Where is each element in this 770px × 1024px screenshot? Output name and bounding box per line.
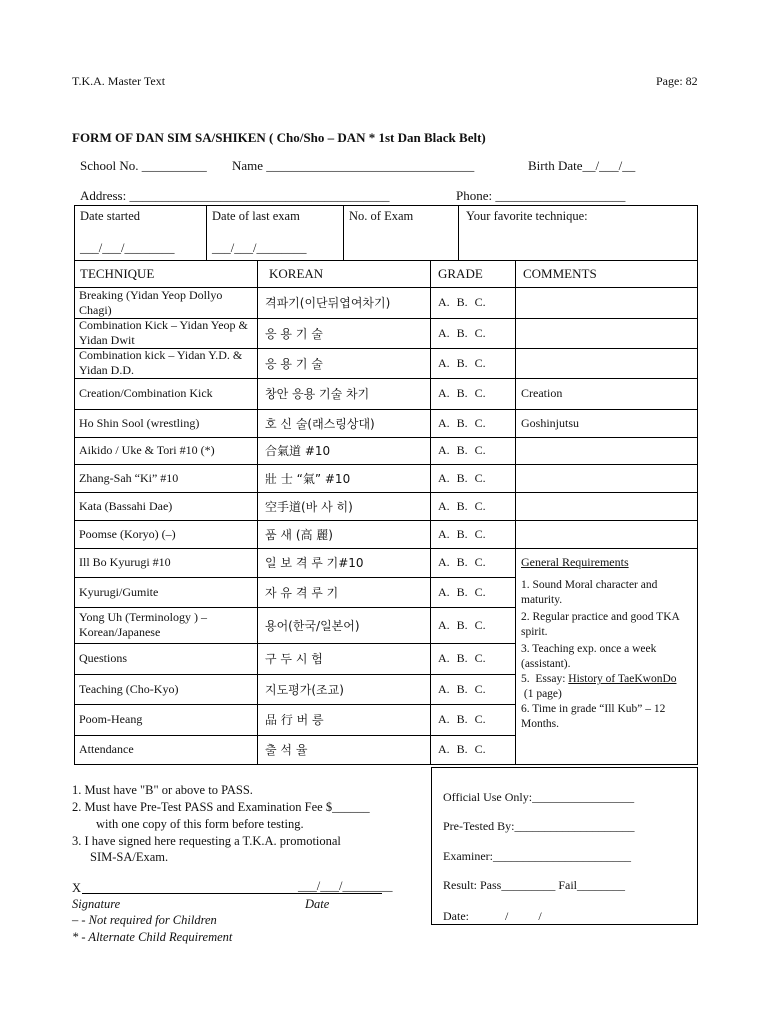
technique-cell: Poomse (Koryo) (–): [79, 526, 176, 541]
requirement-5-prefix: 5. Essay:: [521, 673, 569, 685]
grade-options[interactable]: A. B. C.: [438, 415, 486, 430]
signature-date-field[interactable]: ___/___/________: [298, 879, 393, 893]
korean-cell: 合氣道 #10: [265, 444, 331, 458]
requirement-3: 3. Teaching exp. once a week (assistant).: [521, 643, 657, 670]
instruction-2: 2. Must have Pre-Test PASS and Examination Fee $______: [72, 800, 370, 814]
requirement-5-suffix: (1 page): [521, 688, 562, 700]
comment-cell: Creation: [521, 386, 563, 400]
phone-field[interactable]: Phone: ____________________: [456, 188, 626, 203]
general-requirements-list: [521, 578, 691, 732]
col-header-technique: TECHNIQUE: [80, 266, 155, 281]
essay-topic: History of TaeKwonDo: [568, 673, 677, 685]
technique-cell: Combination Kick – Yidan Yeop & Yidan Dwit: [79, 318, 248, 347]
table-border-right: [697, 260, 698, 765]
korean-cell: 응 용 기 술: [265, 326, 323, 341]
grade-options[interactable]: A. B. C.: [438, 712, 486, 726]
grade-options[interactable]: A. B. C.: [438, 355, 486, 370]
table-row-divider: [74, 764, 698, 765]
signature-x: X: [72, 881, 82, 895]
korean-cell: 자 유 격 루 기: [265, 585, 339, 600]
instruction-3-cont: SIM-SA/Exam.: [90, 850, 169, 864]
signature-label: Signature: [72, 897, 121, 911]
date-started-label: Date started: [80, 209, 141, 223]
technique-cell: Aikido / Uke & Tori #10 (*): [79, 443, 215, 457]
instruction-1: 1. Must have "B" or above to PASS.: [72, 783, 253, 797]
technique-cell: Combination kick – Yidan Y.D. & Yidan D.D.: [79, 348, 243, 377]
school-no-field[interactable]: School No. __________: [80, 158, 207, 173]
korean-cell: 품 새 (高 麗): [265, 527, 333, 542]
technique-cell: Yong Uh (Terminology ) – Korean/Japanese: [79, 610, 207, 639]
note-alternate: * - Alternate Child Requirement: [72, 930, 233, 944]
grade-options[interactable]: A. B. C.: [438, 681, 486, 696]
comment-cell: General Requirements: [521, 555, 629, 569]
technique-cell: Kata (Bassahi Dae): [79, 498, 173, 513]
requirement-6: 6. Time in grade “Ill Kub” – 12 Months.: [521, 703, 666, 730]
favorite-technique-label: Your favorite technique:: [466, 209, 588, 223]
grade-options[interactable]: A. B. C.: [438, 651, 486, 665]
grade-options[interactable]: A. B. C.: [438, 617, 486, 632]
grade-options[interactable]: A. B. C.: [438, 555, 486, 569]
comment-cell: Goshinjutsu: [521, 415, 580, 430]
grade-options[interactable]: A. B. C.: [438, 295, 486, 309]
name-field[interactable]: Name ________________________________: [232, 158, 475, 173]
technique-cell: Creation/Combination Kick: [79, 386, 213, 400]
last-exam-label: Date of last exam: [212, 209, 300, 223]
grade-options[interactable]: A. B. C.: [438, 325, 486, 340]
result-field[interactable]: Result: Pass_________ Fail________: [443, 878, 626, 892]
form-title: FORM OF DAN SIM SA/SHIKEN ( Cho/Sho – DAN * 1st Dan Black Belt): [72, 130, 486, 145]
no-of-exam-label: No. of Exam: [349, 209, 414, 223]
technique-cell: Breaking (Yidan Yeop Dollyo Chagi): [79, 287, 223, 317]
table-col-divider: [515, 260, 516, 765]
korean-cell: 지도평가(조교): [265, 682, 344, 697]
korean-cell: 品 行 버 릉: [265, 713, 324, 727]
technique-cell: Kyurugi/Gumite: [79, 584, 159, 599]
table-border-left: [74, 260, 75, 765]
birth-date-field[interactable]: Birth Date__/___/__: [528, 158, 636, 173]
korean-cell: 구 두 시 험: [265, 652, 323, 666]
requirement-2: 2. Regular practice and good TKA spirit.: [521, 611, 680, 638]
grade-options[interactable]: A. B. C.: [438, 470, 486, 485]
grade-options[interactable]: A. B. C.: [438, 742, 486, 756]
instruction-3: 3. I have signed here requesting a T.K.A. promotional: [72, 834, 341, 848]
korean-cell: 응 용 기 술: [265, 356, 323, 371]
official-date-field[interactable]: Date: / /: [443, 909, 542, 921]
date-started-field[interactable]: ___/___/________: [80, 241, 175, 255]
requirement-1: 1. Sound Moral character and maturity.: [521, 579, 658, 606]
grade-options[interactable]: A. B. C.: [438, 443, 486, 457]
korean-cell: 일 보 격 루 기#10: [265, 556, 364, 570]
header-left: T.K.A. Master Text: [72, 74, 166, 88]
grade-options[interactable]: A. B. C.: [438, 526, 486, 541]
technique-cell: Ill Bo Kyurugi #10: [79, 555, 171, 569]
instruction-2-cont: with one copy of this form before testing.: [96, 817, 304, 831]
pretested-by-field[interactable]: Pre-Tested By:____________________: [443, 819, 635, 833]
page-number: Page: 82: [656, 74, 698, 88]
date-label: Date: [305, 897, 330, 911]
korean-cell: 호 신 술(래스링상대): [265, 416, 375, 431]
note-children: – - Not required for Children: [72, 913, 217, 927]
technique-cell: Attendance: [79, 742, 134, 756]
technique-cell: Questions: [79, 651, 127, 665]
grade-options[interactable]: A. B. C.: [438, 386, 486, 400]
grade-options[interactable]: A. B. C.: [438, 498, 486, 513]
korean-cell: 창안 응용 기술 차기: [265, 387, 370, 401]
korean-cell: 출 석 율: [265, 743, 308, 757]
last-exam-field[interactable]: ___/___/________: [212, 241, 307, 255]
col-header-grade: GRADE: [438, 266, 483, 281]
examiner-field[interactable]: Examiner:_______________________: [443, 849, 631, 863]
grade-options[interactable]: A. B. C.: [438, 584, 486, 599]
korean-cell: 격파기(이단뒤엽여차기): [265, 296, 391, 310]
requirement-5: [521, 672, 691, 702]
col-header-comments: COMMENTS: [523, 266, 597, 281]
address-field[interactable]: Address: ________________________________________: [80, 188, 390, 203]
technique-cell: Poom-Heang: [79, 712, 143, 726]
technique-cell: Teaching (Cho-Kyo): [79, 681, 179, 696]
technique-cell: Ho Shin Sool (wrestling): [79, 415, 200, 430]
official-use-field[interactable]: Official Use Only:_________________: [443, 790, 635, 804]
korean-cell: 용어(한국/일본어): [265, 618, 360, 633]
technique-cell: Zhang-Sah “Ki” #10: [79, 470, 179, 485]
col-header-korean: KOREAN: [269, 266, 324, 281]
table-col-divider: [430, 260, 431, 765]
korean-cell: 壯 士 “氣” #10: [265, 471, 351, 486]
table-col-divider: [257, 260, 258, 765]
korean-cell: 空手道(바 사 히): [265, 499, 353, 514]
